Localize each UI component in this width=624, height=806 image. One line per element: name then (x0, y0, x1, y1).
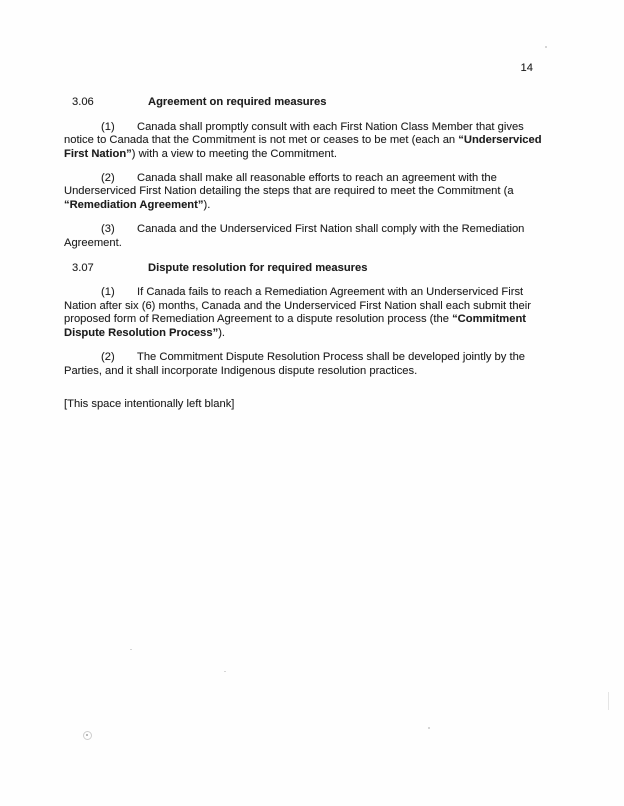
text-segment: Canada shall make all reasonable efforts to reach an agreement with the Underserviced First Nation detailing the steps that are required to meet the Commitment (a (64, 172, 514, 198)
defined-term: “Remediation Agreement” (64, 198, 204, 211)
document-content (64, 62, 552, 411)
paragraph (64, 172, 552, 212)
section-heading-row (64, 96, 552, 109)
text-segment: If Canada fails to reach a Remediation Agreement with an Underserviced First Nation after six (6) months, Canada and the Underserviced First Nation shall each submit their proposed form of Remediation Agreement to a dispute resolution process (the (64, 286, 531, 326)
text-segment: Canada and the Underserviced First Nation shall comply with the Remediation Agreement. (64, 223, 525, 249)
defined-term: “Commitment Dispute Resolution Process” (64, 313, 527, 339)
section-number: 3.07 (72, 262, 94, 275)
scan-speckle (545, 46, 547, 48)
text-segment: Canada shall promptly consult with each First Nation Class Member that gives notice to Canada that the Commitment is not met or ceases to be met (each an (64, 120, 524, 147)
text-segment: ). (218, 326, 226, 339)
blank-space-note: [This space intentionally left blank] (64, 397, 235, 410)
paragraph (64, 121, 552, 161)
paragraph (64, 351, 552, 378)
text-segment: ) with a view to meeting the Commitment. (131, 147, 337, 160)
section-title: Dispute resolution for required measures (148, 262, 368, 275)
paragraph-label: (2) (101, 351, 115, 364)
paragraph-label: (3) (101, 223, 115, 236)
section-title: Agreement on required measures (148, 96, 327, 109)
text-segment: The Commitment Dispute Resolution Process shall be developed jointly by the Parties, and it shall incorporate Indigenous dispute resolution practices. (64, 351, 526, 377)
paragraph (64, 286, 552, 340)
page-number: 14 (520, 62, 533, 74)
paragraph (64, 223, 552, 250)
scan-speckle (608, 692, 609, 710)
section-number: 3.06 (72, 96, 94, 109)
paragraph-label: (1) (101, 286, 115, 299)
scan-speckle (428, 727, 430, 729)
scan-speckle (86, 734, 88, 736)
paragraph-label: (1) (101, 120, 115, 133)
section-heading-row (64, 262, 552, 275)
scan-speckle (130, 649, 132, 650)
paragraph-label: (2) (101, 172, 115, 185)
text-segment: ). (203, 198, 211, 211)
scan-speckle (224, 671, 226, 672)
defined-term: “Underserviced First Nation” (64, 134, 542, 160)
